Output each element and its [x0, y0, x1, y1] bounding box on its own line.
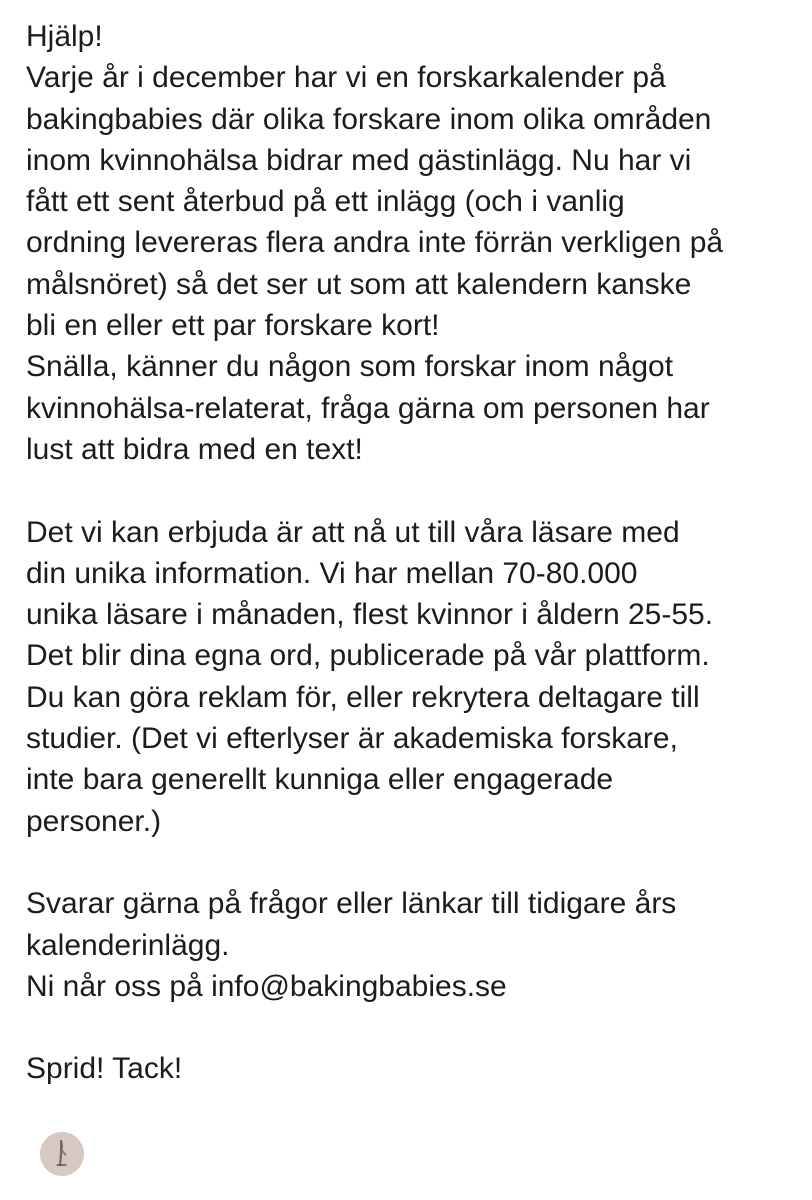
post-line: personer.): [26, 804, 162, 838]
post-line: målsnöret) så det ser ut som att kalendern kanske: [26, 267, 692, 301]
post-line: studier. (Det vi efterlyser är akademiska forskare,: [26, 722, 678, 756]
post-line: inte bara generellt kunniga eller engagerade: [26, 763, 614, 797]
post-line: kvinnohälsa-relaterat, fråga gärna om personen har: [26, 391, 710, 425]
post-line: Svarar gärna på frågor eller länkar till tidigare års: [26, 887, 677, 921]
post-footer: [40, 1132, 84, 1176]
profile-avatar-icon[interactable]: [40, 1132, 84, 1176]
post-line: Varje år i december har vi en forskarkalender på: [26, 61, 666, 95]
email-line: Ni når oss på info@bakingbabies.se: [26, 969, 507, 1003]
post-line: inom kvinnohälsa bidrar med gästinlägg. Nu har vi: [26, 143, 692, 177]
post-text: [26, 16, 806, 1090]
paragraph-break: [26, 842, 806, 883]
post-line: unika läsare i månaden, flest kvinnor i åldern 25-55.: [26, 598, 714, 632]
post-line: Det blir dina egna ord, publicerade på vår plattform.: [26, 639, 710, 673]
post-line: bakingbabies där olika forskare inom olika områden: [26, 102, 712, 136]
paragraph-break: [26, 470, 806, 511]
post-line: Sprid! Tack!: [26, 1052, 183, 1086]
post-line: kalenderinlägg.: [26, 928, 230, 962]
paragraph-break: [26, 1007, 806, 1048]
post-line: din unika information. Vi har mellan 70-80.000: [26, 556, 638, 590]
post-line: lust att bidra med en text!: [26, 432, 363, 466]
post-line: ordning levereras flera andra inte förrän verkligen på: [26, 226, 724, 260]
post-line: Hjälp!: [26, 20, 103, 53]
post-line: Du kan göra reklam för, eller rekrytera deltagare till: [26, 680, 700, 714]
post-line: bli en eller ett par forskare kort!: [26, 309, 440, 343]
post-line: fått ett sent återbud på ett inlägg (och i vanlig: [26, 185, 625, 219]
post-line: Det vi kan erbjuda är att nå ut till våra läsare med: [26, 515, 680, 549]
post-line: Snälla, känner du någon som forskar inom något: [26, 350, 674, 384]
